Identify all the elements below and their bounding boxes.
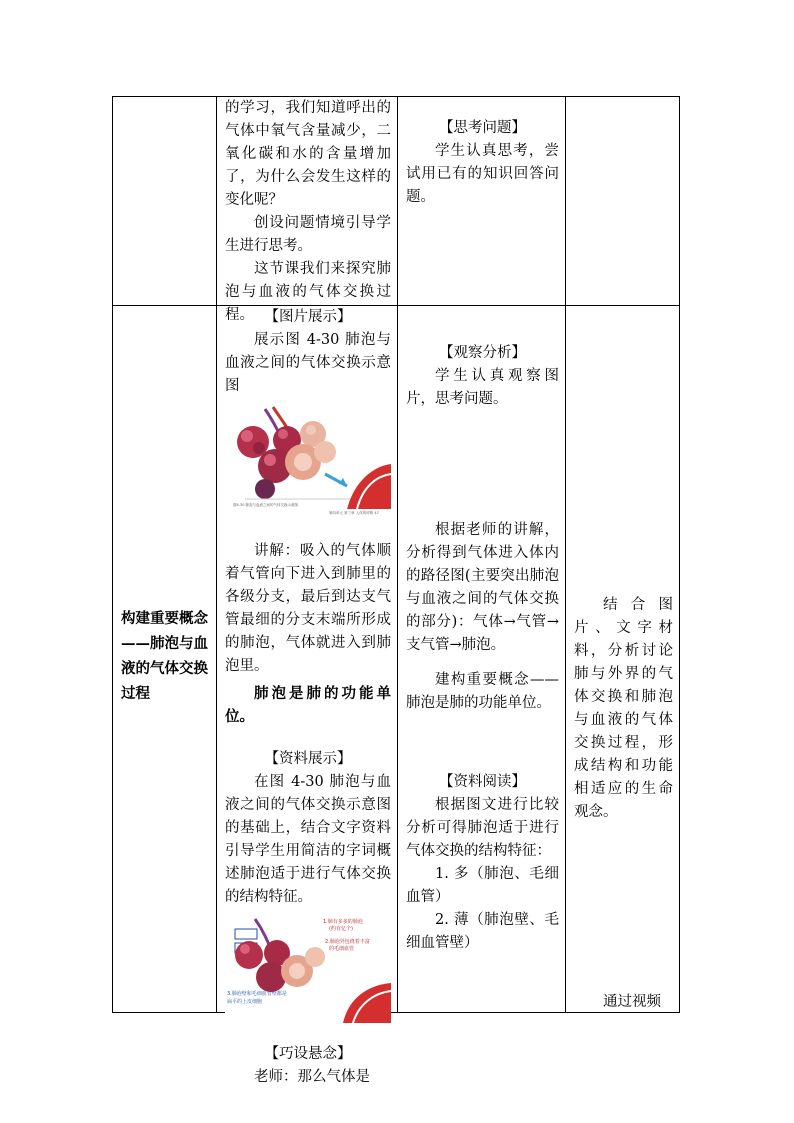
data-text: 在图 4-30 肺泡与血液之间的气体交换示意图的基础上，结合文字资料引导学生用简洁的字词概述肺泡适于进行气体交换的结构特征。 [225, 774, 391, 905]
picture-text: 展示图 4-30 肺泡与血液之间的气体交换示意图 [225, 332, 391, 394]
row2-teacher-cell [217, 306, 397, 1085]
fig2-label-4: 的毛细血管 [329, 946, 355, 952]
read-heading: 【资料阅读】 [439, 774, 526, 790]
concept-build-text: 建构重要概念——肺泡是肺的功能单位。 [406, 672, 559, 711]
fig2-label-6: 扁平的上皮细胞 [227, 999, 263, 1005]
fig1-caption: 图4-30 肺泡与血液之间的气体交换示意图 [233, 503, 299, 507]
row1-teacher-para1: 的学习，我们知道呼出的气体中氧气含量减少，二氧化碳和水的含量增加了，为什么会发生这样的变化呢？ [225, 100, 391, 208]
intent-cell [566, 306, 679, 1014]
observe-text: 学生认真观察图片，思考问题。 [406, 368, 559, 407]
fig2-label-1: 1.肺有多多的肺泡 [323, 919, 363, 925]
row2-student-cell [398, 306, 565, 1014]
stage-title-cell [113, 306, 216, 1014]
stage-title: 构建重要概念——肺泡与血液的气体交换过程 [121, 610, 208, 702]
fig2-label-3: 2.肺泡外包绕着丰富 [325, 939, 370, 945]
observe-heading: 【观察分析】 [439, 345, 526, 361]
suspense-text: 老师：那么气体是 [254, 1069, 370, 1085]
lesson-table [112, 96, 680, 1085]
fig2-label-5: 3.肺泡壁和毛细血管壁都是 [227, 991, 287, 997]
suspense-heading: 【巧设悬念】 [264, 1046, 352, 1062]
fig1-page: 第四单元 第三章 人体的呼吸 47 [329, 511, 379, 515]
row1-teacher-para2: 创设问题情境引导学生进行思考。 [225, 215, 391, 254]
lecture-text: 讲解：吸入的气体顺着气管向下进入到肺里的各级分支，最后到达支气管最细的分支末端所形成的肺泡，气体就进入到肺泡里。 [225, 543, 391, 674]
think-heading: 【思考问题】 [439, 120, 526, 136]
row1-teacher-para3: 这节课我们来探究肺泡与血液的气体交换过程。 [225, 261, 391, 323]
feature-1: 1. 多（肺泡、毛细血管） [406, 866, 559, 905]
path-text: 根据老师的讲解，分析得到气体进入体内的路径图(主要突出肺泡与血液之间的气体交换的部分)：气体→气管→支气管→肺泡。 [406, 522, 559, 653]
intent-bottom: 通过视频 [603, 994, 661, 1010]
think-text: 学生认真思考，尝试用已有的知识回答问题。 [406, 143, 559, 205]
data-heading: 【资料展示】 [264, 751, 352, 767]
fig2-label-2: (约有亿个) [329, 926, 353, 932]
read-text: 根据图文进行比较分析可得肺泡适于进行气体交换的结构特征： [406, 797, 559, 859]
row1-student-cell [398, 97, 565, 305]
picture-heading: 【图片展示】 [264, 309, 352, 325]
concept-text: 肺泡是肺的功能单位。 [225, 685, 391, 725]
feature-2: 2. 薄（肺泡壁、毛细血管壁） [406, 912, 559, 951]
intent-text: 结合图片、文字材料，分析讨论肺与外界的气体交换和肺泡与血液的气体交换过程，形成结构和功能相适应的生命观念。 [574, 597, 673, 820]
alveoli-diagram-1 [225, 404, 391, 516]
alveoli-diagram-2 [225, 915, 391, 1023]
